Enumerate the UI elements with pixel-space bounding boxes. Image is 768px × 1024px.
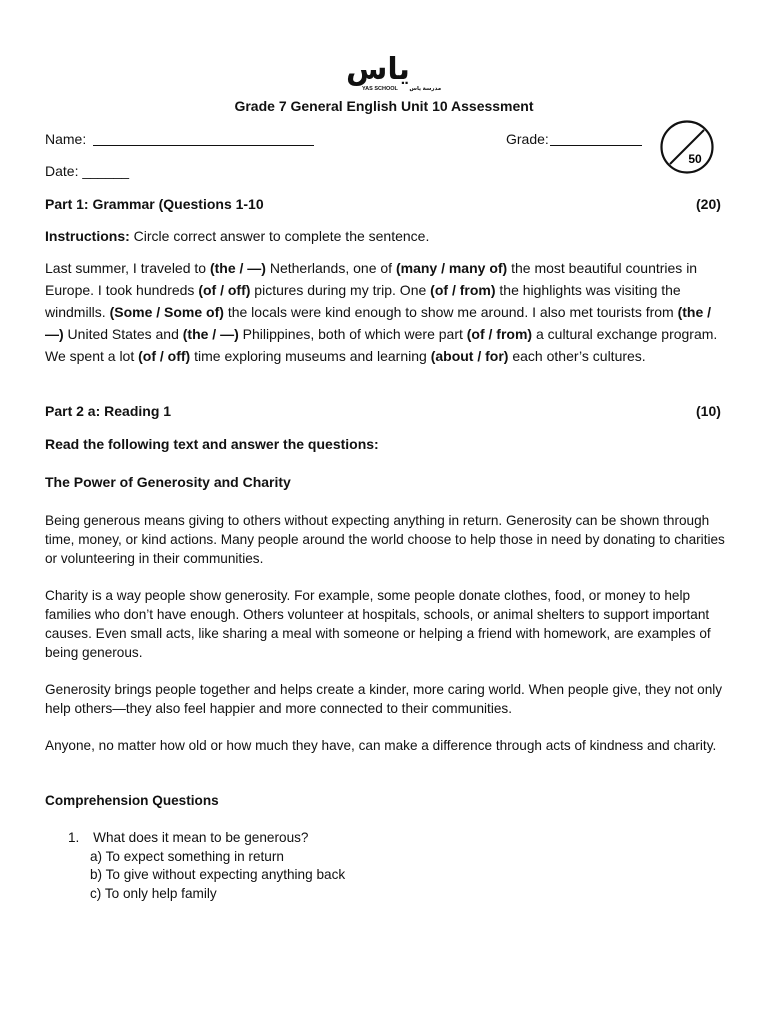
grade-field-line[interactable]	[550, 129, 642, 146]
grammar-paragraph	[45, 257, 725, 367]
answer-choice[interactable]: (Some / Some of)	[109, 304, 224, 320]
answer-choice[interactable]: (of / from)	[466, 326, 533, 342]
grade-label: Grade:	[506, 131, 549, 147]
paragraph-text: pictures during my trip. One	[250, 282, 431, 298]
answer-choice[interactable]: (of / from)	[430, 282, 496, 298]
name-label: Name:	[45, 131, 87, 147]
answer-choice[interactable]: (about / for)	[430, 348, 509, 364]
date-label: Date:	[45, 163, 79, 179]
paragraph-text: the most beautiful countries in Europe. I took hundreds	[45, 260, 698, 298]
comprehension-heading: Comprehension Questions	[45, 793, 219, 808]
answer-option-a[interactable]: a) To expect something in return	[90, 848, 284, 864]
name-field-line[interactable]	[93, 129, 314, 146]
question-number: 1.	[68, 830, 80, 845]
paragraph-text: Philippines, both of which were part	[238, 326, 467, 342]
paragraph-text: United States and	[63, 326, 183, 342]
part2a-points: (10)	[696, 403, 721, 419]
question-1	[68, 829, 708, 903]
instructions-label: Instructions:	[45, 228, 130, 244]
passage-paragraph-4: Anyone, no matter how old or how much they have, can make a difference through acts of kindness and charity.	[45, 738, 717, 753]
page-title: Grade 7 General English Unit 10 Assessment	[234, 98, 534, 114]
part1-heading: Part 1: Grammar (Questions 1-10	[45, 196, 264, 212]
paragraph-text: each other’s cultures.	[508, 348, 646, 364]
instructions-text: Circle correct answer to complete the sentence.	[129, 228, 430, 244]
part2a-heading: Part 2 a: Reading 1	[45, 403, 172, 419]
score-circle	[660, 120, 714, 174]
paragraph-text: Netherlands, one of	[265, 260, 396, 276]
passage-paragraph-1: Being generous means giving to others without expecting anything in return. Generosity can be shown through time, money, or kind actions. Many people around the world choose to help those in need by donating to charities or volunteering in their communities.	[45, 513, 725, 566]
score-total: 50	[688, 152, 702, 166]
part1-points: (20)	[696, 196, 721, 212]
answer-choice[interactable]: (the / —)	[209, 260, 266, 276]
part1-instructions	[45, 228, 429, 244]
question-text: What does it mean to be generous?	[93, 830, 309, 845]
answer-option-c[interactable]: c) To only help family	[90, 885, 217, 901]
school-name-ar: مدرسة ياس	[409, 86, 442, 92]
answer-choice[interactable]: (many / many of)	[395, 260, 508, 276]
answer-choice[interactable]: (the / —)	[45, 304, 712, 342]
reading-instruction: Read the following text and answer the questions:	[45, 436, 379, 452]
paragraph-text: the locals were kind enough to show me around. I also met tourists from	[223, 304, 678, 320]
school-logo-subtitle	[362, 86, 451, 92]
school-name-en: YAS SCHOOL	[362, 86, 398, 92]
school-logo-arabic: ياس	[346, 52, 410, 87]
paragraph-text: a cultural exchange program. We spent a lot	[45, 326, 718, 364]
paragraph-text: time exploring museums and learning	[190, 348, 431, 364]
answer-choice[interactable]: (the / —)	[182, 326, 239, 342]
passage-paragraph-2: Charity is a way people show generosity. For example, some people donate clothes, food, or money to help families who don’t have enough. Others volunteer at hospitals, schools, or animal shelters to support important causes. Even small acts, like sharing a meal with someone or helping a friend with homework, are examples of being generous.	[45, 588, 711, 660]
date-blank[interactable]: ______	[82, 163, 130, 179]
paragraph-text: Last summer, I traveled to	[45, 260, 210, 276]
passage-paragraph-3: Generosity brings people together and helps create a kinder, more caring world. When people give, they not only help others—they also feel happier and more connected to their communities.	[45, 682, 723, 716]
question-1-stem	[68, 829, 708, 848]
answer-choice[interactable]: (of / off)	[198, 282, 251, 298]
date-row	[45, 163, 129, 179]
paragraph-text: the highlights was visiting the windmills.	[45, 282, 681, 320]
answer-option-b[interactable]: b) To give without expecting anything back	[90, 867, 346, 883]
answer-choice[interactable]: (of / off)	[138, 348, 191, 364]
passage-title: The Power of Generosity and Charity	[45, 474, 291, 490]
